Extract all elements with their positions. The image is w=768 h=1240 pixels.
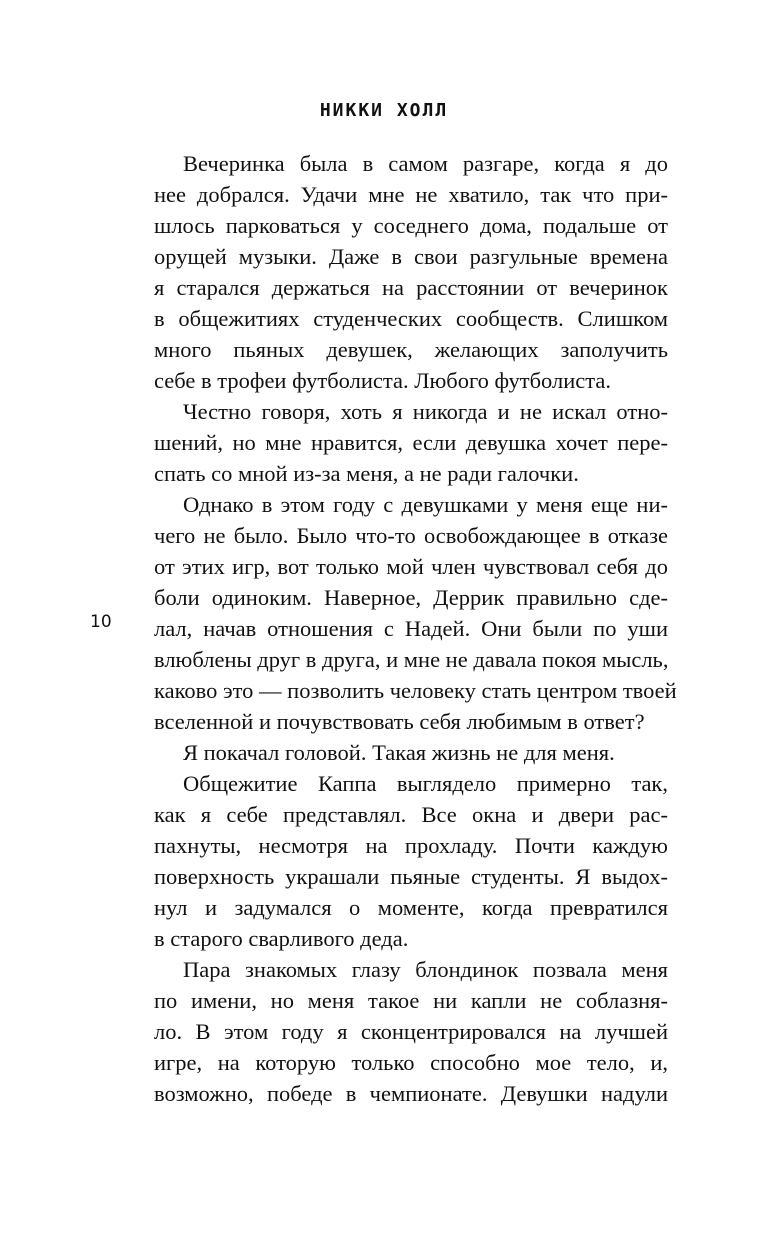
text-line: Однако в этом году с девушками у меня еще ни- bbox=[183, 492, 668, 517]
text-line: игре, на которую только способно мое тело, и, bbox=[154, 1050, 668, 1075]
body-text bbox=[154, 148, 677, 1109]
text-line: по имени, но меня такое ни капли не соблазня- bbox=[154, 988, 668, 1013]
text-line: боли одиноким. Наверное, Деррик правильно сде- bbox=[154, 585, 668, 610]
text-line: спать со мной из-за меня, а не ради галочки. bbox=[154, 461, 579, 486]
running-head: НИККИ ХОЛЛ bbox=[319, 100, 449, 121]
text-line: от этих игр, вот только мой член чувствовал себя до bbox=[154, 554, 668, 579]
text-line: чего не было. Было что-то освобождающее в отказе bbox=[154, 523, 668, 548]
text-line: я старался держаться на расстоянии от вечеринок bbox=[154, 275, 668, 300]
text-line: каково это — позволить человеку стать центром твоей bbox=[154, 678, 677, 703]
text-line: Вечеринка была в самом разгаре, когда я до bbox=[183, 151, 668, 176]
text-line: Я покачал головой. Такая жизнь не для меня. bbox=[183, 740, 615, 765]
text-line: в старого сварливого деда. bbox=[154, 926, 409, 951]
paragraph bbox=[154, 954, 668, 1109]
text-line: шений, но мне нравится, если девушка хочет пере- bbox=[154, 430, 668, 455]
paragraph bbox=[154, 148, 668, 396]
paragraph bbox=[154, 489, 677, 737]
text-line: Честно говоря, хоть я никогда и не искал отно- bbox=[183, 399, 668, 424]
text-line: лал, начав отношения с Надей. Они были по уши bbox=[154, 616, 668, 641]
text-line: Пара знакомых глазу блондинок позвала меня bbox=[183, 957, 668, 982]
text-line: влюблены друг в друга, и мне не давала покоя мысль, bbox=[154, 647, 669, 672]
text-line: нул и задумался о моменте, когда превратился bbox=[154, 895, 668, 920]
text-line: пахнуты, несмотря на прохладу. Почти каждую bbox=[154, 833, 668, 858]
text-line: себе в трофеи футболиста. Любого футболиста. bbox=[154, 368, 611, 393]
paragraph bbox=[154, 396, 668, 489]
text-line: вселенной и почувствовать себя любимым в ответ? bbox=[154, 709, 645, 734]
text-line: нее добрался. Удачи мне не хватило, так что при- bbox=[154, 182, 668, 207]
text-line: шлось парковаться у соседнего дома, подальше от bbox=[154, 213, 668, 238]
text-line: в общежитиях студенческих сообществ. Слишком bbox=[154, 306, 668, 331]
page-number: 10 bbox=[90, 612, 112, 632]
text-line: как я себе представлял. Все окна и двери рас- bbox=[154, 802, 668, 827]
text-line: поверхность украшали пьяные студенты. Я выдох- bbox=[154, 864, 668, 889]
text-line: возможно, победе в чемпионате. Девушки надули bbox=[154, 1081, 668, 1106]
text-line: ло. В этом году я сконцентрировался на лучшей bbox=[154, 1019, 668, 1044]
text-line: Общежитие Каппа выглядело примерно так, bbox=[183, 771, 668, 796]
paragraph bbox=[154, 737, 668, 768]
text-line: много пьяных девушек, желающих заполучить bbox=[154, 337, 668, 362]
paragraph bbox=[154, 768, 668, 954]
text-line: орущей музыки. Даже в свои разгульные времена bbox=[154, 244, 668, 269]
